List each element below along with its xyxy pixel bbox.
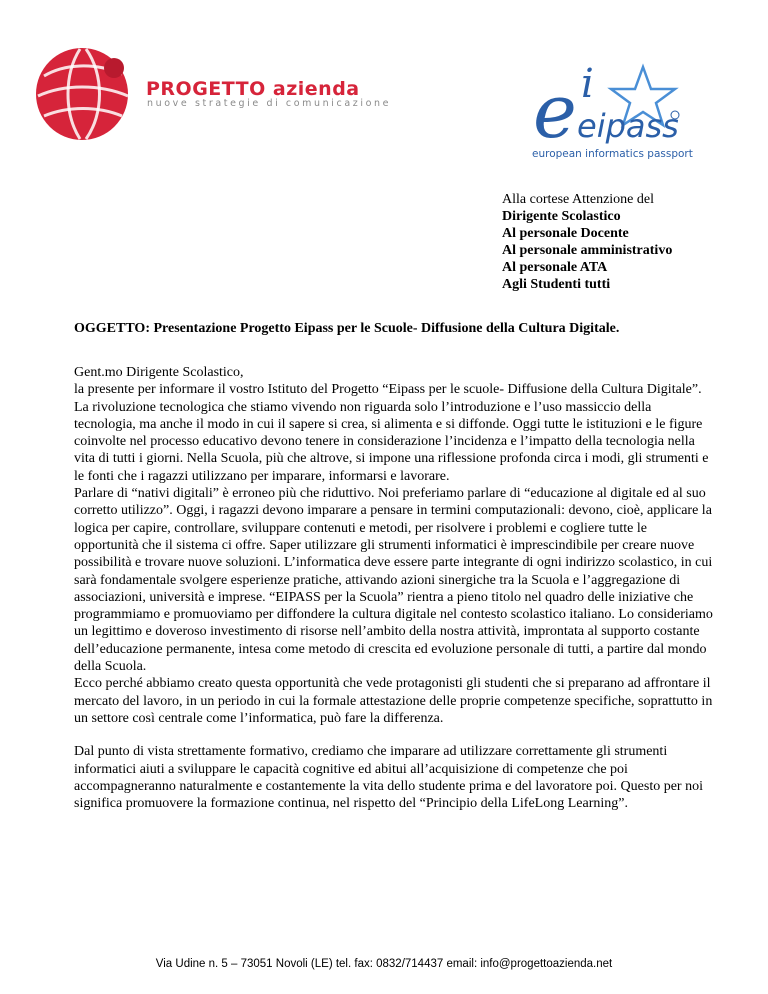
eipass-logo-mark: eipass bbox=[577, 107, 679, 145]
eipass-tagline: european informatics passport bbox=[532, 148, 693, 160]
recipients-intro: Alla cortese Attenzione del bbox=[502, 192, 654, 207]
body-paragraph: la presente per informare il vostro Istituto del Progetto “Eipass per le scuole- Diffusione della Cultura Digitale”. La rivoluzione tecnologica che stiamo vivendo non riguarda solo l’introduzione e l’uso massiccio della tecnologia, ma anche il modo in cui il sapere si crea, si alimenta e si diffonde. Oggi tutte le istituzioni e le figure coinvolte nel processo educativo devono tenere in considerazione l’incidenza e l’impatto della tecnologia nella vita di tutti i giorni. Nella Scuola, più che altrove, si impone una riflessione profonda circa i modi, gli strumenti e le fonti che i ragazzi utilizzano per imparare, informarsi e lavorare. bbox=[74, 382, 709, 484]
body-paragraph: Dal punto di vista strettamente formativo, crediamo che imparare ad utilizzare correttamente gli strumenti informatici aiuti a sviluppare le capacità cognitive ed abitui all’acquisizione di competenze che poi accompagneranno naturalmente e costantemente la vita dello studente prima e del lavoratore poi. Questo per noi significa promuovere la formazione continua, nel rispetto del “Principio della LifeLong Learning”. bbox=[74, 744, 703, 812]
recipient-line: Al personale amministrativo bbox=[502, 243, 673, 258]
footer-contact: Via Udine n. 5 – 73051 Novoli (LE) tel. fax: 0832/714437 email: info@progettoazienda.net bbox=[155, 958, 613, 970]
svg-text:i: i bbox=[581, 61, 594, 107]
recipient-line: Al personale Docente bbox=[502, 226, 629, 241]
recipient-line: Dirigente Scolastico bbox=[502, 209, 621, 224]
company-tagline: nuove strategie di comunicazione bbox=[147, 98, 392, 109]
salutation: Gent.mo Dirigente Scolastico, bbox=[74, 365, 244, 380]
subject-line: OGGETTO: Presentazione Progetto Eipass per le Scuole- Diffusione della Cultura Digitale. bbox=[74, 321, 620, 336]
recipients-block bbox=[502, 191, 672, 293]
body-paragraph: Parlare di “nativi digitali” è erroneo più che riduttivo. Noi preferiamo parlare di “educazione al digitale ed al suo corretto utilizzo”. Oggi, i ragazzi devono imparare a pensare in termini computazionali: devono, cioè, applicare la logica per capire, controllare, sviluppare contenuti e metodi, per risolvere i problemi e cogliere tutte le opportunità che il sistema ci offre. Saper utilizzare gli strumenti informatici è imprescindibile per creare nuove possibilità e trovare nuove soluzioni. L’informatica deve essere parte integrante di ogni indirizzo scolastico, in cui sarà fondamentale svolgere esperienze pratiche, attivando azioni sinergiche tra la Scuola e l’aggregazione di associazioni, università e imprese. “EIPASS per la Scuola” rientra a pieno titolo nel quadro delle iniziative che programmiamo e promuoviamo per diffondere la cultura digitale nel contesto scolastico italiano. Lo consideriamo un legittimo e doveroso investimento di risorse nell’ambito della nostra attività, improntata al supporto costante dell’educazione permanente, intesa come metodo di crescita ed evoluzione personale di tutti, a partire dal mondo della Scuola. bbox=[74, 486, 713, 675]
body-paragraph: Ecco perché abbiamo creato questa opportunità che vede protagonisti gli studenti che si preparano ad affrontare il mercato del lavoro, in un periodo in cui la formale attestazione delle proprie competenze specifiche, soprattutto in un settore così centrale come l’informatica, può fare la differenza. bbox=[74, 676, 713, 726]
svg-text:e: e bbox=[533, 69, 577, 155]
company-name: PROGETTO azienda bbox=[146, 78, 360, 100]
recipient-line: Agli Studenti tutti bbox=[502, 277, 611, 292]
letter-body bbox=[74, 364, 714, 812]
recipient-line: Al personale ATA bbox=[502, 260, 608, 275]
